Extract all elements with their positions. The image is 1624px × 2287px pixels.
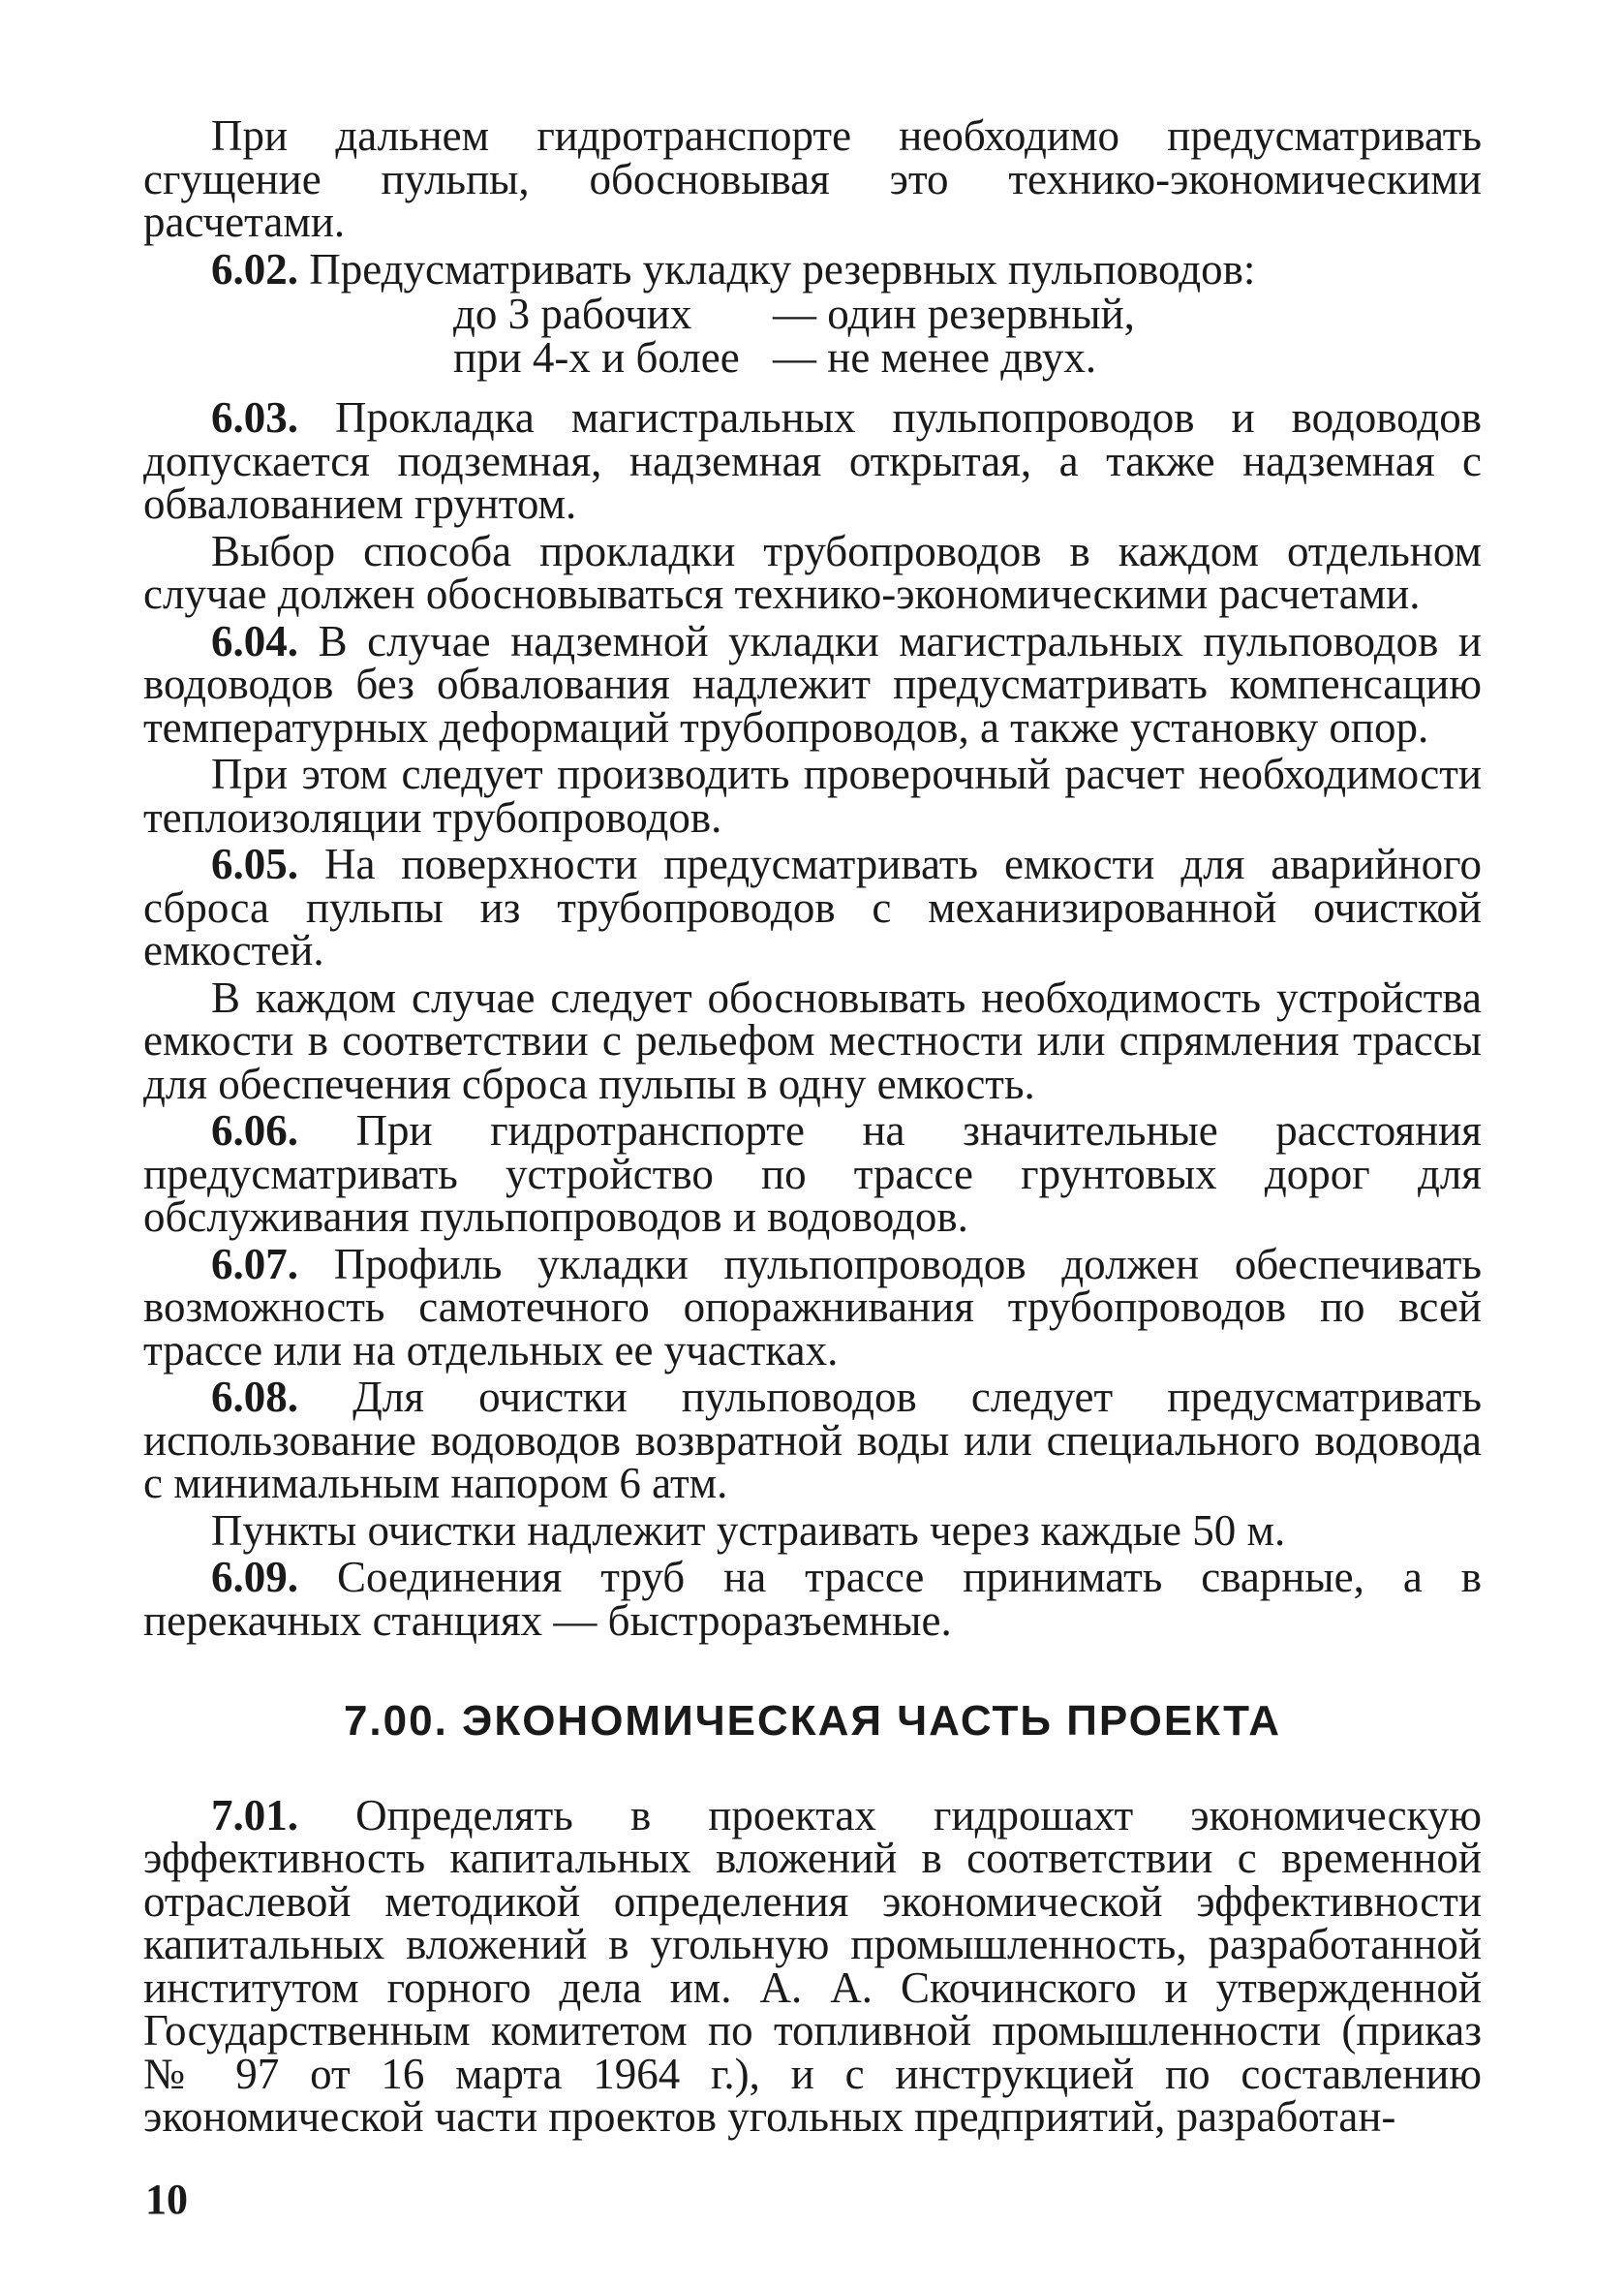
clause-6-03-continued: Выбор способа прокладки трубопроводов в каждом отдельном случае должен обосновываться технико-экономическими расчетами. <box>143 526 1482 618</box>
clause-number: 6.09. <box>211 1553 298 1601</box>
clause-6-05 <box>143 840 1482 974</box>
reserve-pipelines-list <box>453 290 1482 382</box>
clause-6-04-continued: При этом следует производить проверочный расчет необходимости теплоизоляции трубопроводов. <box>143 750 1482 842</box>
clause-number: 6.07. <box>211 1239 298 1288</box>
clause-number: 6.06. <box>211 1106 298 1155</box>
clause-6-05-continued: В каждом случае следует обосновывать необходимость устройства емкости в соответствии с рельефом местности или спрямления трассы для обеспечения сброса пульпы в одну емкость. <box>143 973 1482 1108</box>
reserve-condition: при 4-х и более <box>453 332 740 382</box>
page-body <box>143 111 1482 2141</box>
clause-text: В случае надземной укладки магистральных пульповодов и водоводов без обвалования надлежит предусматривать компенсацию температурных деформаций трубопроводов, а также установку опор. <box>143 616 1482 752</box>
clause-number: 6.03. <box>211 393 298 442</box>
page-number: 10 <box>145 2176 188 2223</box>
clause-6-08 <box>143 1375 1482 1505</box>
clause-6-04 <box>143 616 1482 752</box>
clause-6-06 <box>143 1106 1482 1241</box>
clause-6-02 <box>143 244 1482 294</box>
reserve-count: — не менее двух. <box>773 332 1097 382</box>
clause-text: Определять в проектах гидрошахт экономическую эффективность капитальных вложений в соответствии с временной отраслевой методикой определения экономической эффективности капитальных вложений в угольную промышленность, разработанной институтом горного дела им. А. А. Скочинского и утвержденной Государственным комитетом по топливной промышленности (приказ № 97 от 16 марта 1964 г.), и с инструкцией по составлению экономической части проектов угольных предприятий, разработан- <box>143 1790 1482 2141</box>
clause-7-01 <box>143 1790 1482 2141</box>
clause-text: Соединения труб на трассе принимать сварные, а в перекачных станциях — быстроразъемные. <box>143 1553 1482 1645</box>
clause-text: Профиль укладки пульпопроводов должен обеспечивать возможность самотечного опоражнивания трубопроводов по всей трассе или на отдельных ее участках. <box>143 1239 1482 1375</box>
clause-number: 7.01. <box>211 1790 298 1839</box>
clause-6-03 <box>143 393 1482 528</box>
clause-text: Предусматривать укладку резервных пульповодов: <box>309 244 1256 294</box>
clause-6-09 <box>143 1553 1482 1645</box>
reserve-condition: до 3 рабочих <box>453 290 692 338</box>
clause-text: При гидротранспорте на значительные расстояния предусматривать устройство по трассе грунтовых дорог для обслуживания пульпопроводов и водоводов. <box>143 1106 1482 1241</box>
clause-number: 6.08. <box>211 1373 298 1421</box>
section-heading: 7.00. ЭКОНОМИЧЕСКАЯ ЧАСТЬ ПРОЕКТА <box>343 1697 1282 1745</box>
reserve-count: — один резервный, <box>773 290 1135 338</box>
clause-number: 6.05. <box>211 840 298 888</box>
clause-number: 6.04. <box>211 616 298 665</box>
clause-6-08-continued: Пункты очистки надлежит устраивать через каждые 50 м. <box>211 1505 1286 1555</box>
clause-number: 6.02. <box>211 244 298 294</box>
paragraph-intro: При дальнем гидротранспорте необходимо предусматривать сгущение пульпы, обосновывая это технико-экономическими расчетами. <box>143 111 1482 246</box>
clause-text: Прокладка магистральных пульпопроводов и водоводов допускается подземная, надземная открытая, а также надземная с обвалованием грунтом. <box>143 393 1482 528</box>
clause-text: Для очистки пульповодов следует предусматривать использование водоводов возвратной воды или специального водовода с минимальным напором 6 атм. <box>143 1373 1482 1507</box>
clause-6-07 <box>143 1239 1482 1375</box>
clause-text: На поверхности предусматривать емкости для аварийного сброса пульпы из трубопроводов с механизированной очисткой емкостей. <box>143 840 1482 974</box>
